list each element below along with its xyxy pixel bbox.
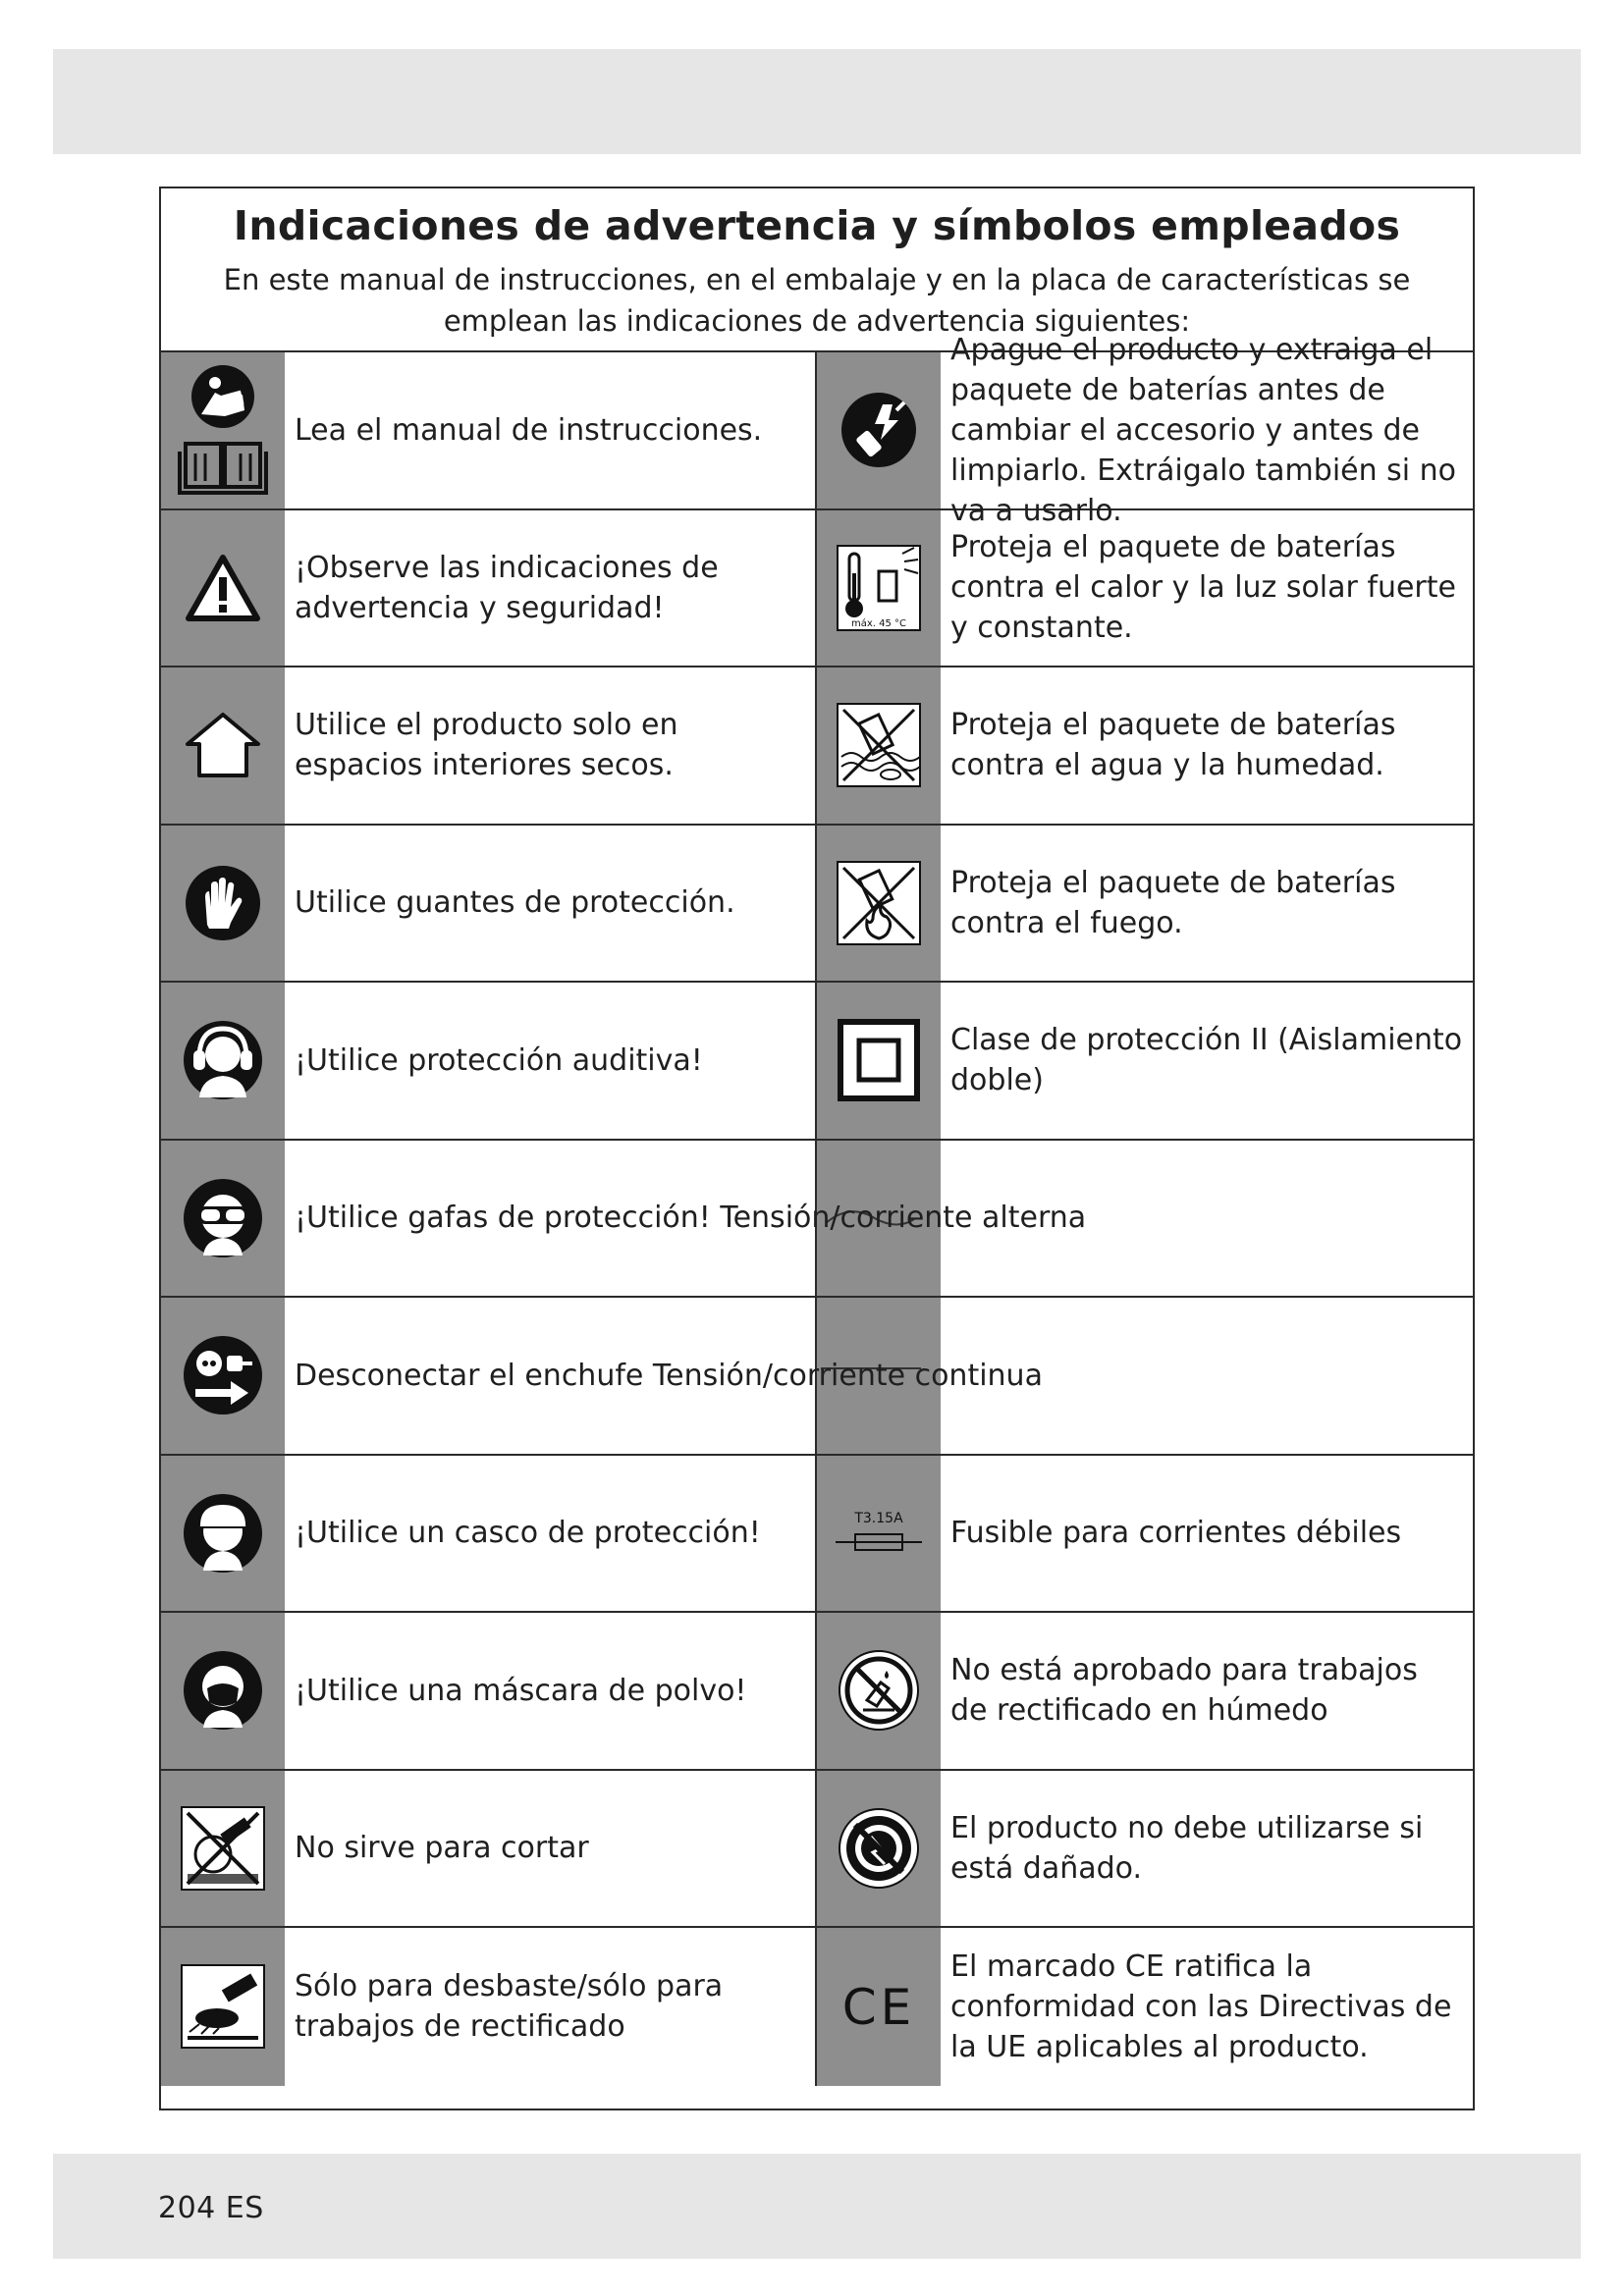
warning-triangle-icon — [161, 510, 285, 667]
ear-protection-icon — [161, 983, 285, 1139]
no-cutting-icon — [161, 1771, 285, 1927]
symbol-description: Apague el producto y extraiga el paquete de baterías antes de cambiar el accesorio y antes de limpiarlo. Extráigalo también si no va a usarlo. — [950, 332, 1457, 528]
table-row — [161, 332, 1473, 528]
symbol-description: Proteja el paquete de baterías contra el agua y la humedad. — [950, 708, 1396, 783]
no-damaged-use-icon — [817, 1771, 941, 1927]
table-header — [161, 188, 1473, 352]
table-row — [161, 510, 1473, 668]
ce-mark-label: CE — [841, 1979, 916, 2037]
symbol-description: Fusible para corrientes débiles — [950, 1516, 1402, 1551]
page-title: Indicaciones de advertencia y símbolos empleados — [233, 202, 1401, 249]
grinding-only-icon — [161, 1928, 285, 2086]
table-row — [161, 667, 1473, 826]
bottom-band — [53, 2154, 1581, 2259]
goggles-icon — [161, 1141, 285, 1297]
ce-mark-icon — [817, 1928, 941, 2086]
no-fire-icon — [817, 826, 941, 982]
symbol-description: ¡Utilice una máscara de polvo! — [295, 1673, 747, 1708]
table-row — [161, 1771, 1473, 1929]
table-row — [161, 1928, 1473, 2086]
house-indoor-icon — [161, 667, 285, 824]
table-row — [161, 1613, 1473, 1771]
table-row — [161, 1456, 1473, 1614]
helmet-icon — [161, 1456, 285, 1612]
symbol-description: Utilice guantes de protección. — [295, 885, 735, 921]
heat-sun-icon — [817, 510, 941, 667]
table-row — [161, 983, 1473, 1141]
symbol-description: Clase de protección II (Aislamiento doble) — [950, 1023, 1463, 1098]
symbol-description: No sirve para cortar — [295, 1831, 589, 1866]
unplug-text: Desconectar el enchufe Tensión/corriente continua — [295, 1358, 1043, 1393]
dust-mask-icon — [161, 1613, 285, 1769]
fuse-icon — [817, 1456, 941, 1612]
symbol-description: ¡Utilice protección auditiva! — [295, 1042, 703, 1078]
gloves-icon — [161, 826, 285, 982]
symbol-description: Proteja el paquete de baterías contra el fuego. — [950, 865, 1396, 940]
intro-text: En este manual de instrucciones, en el embalaje y en la placa de características se emplean las indicaciones de advertencia siguientes: — [223, 263, 1411, 338]
unplug-icon — [161, 1298, 285, 1454]
symbol-description: No está aprobado para trabajos de rectificado en húmedo — [950, 1653, 1418, 1729]
no-water-icon — [817, 667, 941, 824]
table-row — [161, 1141, 1473, 1299]
remove-battery-icon — [817, 352, 941, 508]
symbol-description: Proteja el paquete de baterías contra el calor y la luz solar fuerte y constante. — [950, 530, 1456, 646]
heat-sun-icon-label: máx. 45 °C — [850, 617, 907, 629]
table-row — [161, 1298, 1473, 1456]
symbol-description: Lea el manual de instrucciones. — [295, 412, 763, 448]
symbol-description: El marcado CE ratifica la conformidad con las Directivas de la UE aplicables al producto. — [950, 1949, 1452, 2064]
goggles-text: ¡Utilice gafas de protección! Tensión/corriente alterna — [295, 1201, 1087, 1236]
top-band — [53, 49, 1581, 154]
protection-class-ii-icon — [817, 983, 941, 1139]
symbol-description: ¡Observe las indicaciones de advertencia y seguridad! — [295, 550, 719, 625]
symbol-description: ¡Utilice un casco de protección! — [295, 1516, 761, 1551]
fuse-icon-label: T3.15A — [854, 1510, 903, 1526]
symbol-description: Utilice el producto solo en espacios interiores secos. — [295, 708, 678, 783]
table-row — [161, 826, 1473, 984]
no-wet-grinding-icon — [817, 1613, 941, 1769]
symbol-description: Sólo para desbaste/sólo para trabajos de rectificado — [295, 1969, 724, 2045]
page-number: 204 ES — [158, 2191, 264, 2225]
read-manual-icon — [161, 352, 285, 508]
symbol-description: El producto no debe utilizarse si está dañado. — [950, 1810, 1424, 1886]
symbols-table — [159, 187, 1475, 2110]
